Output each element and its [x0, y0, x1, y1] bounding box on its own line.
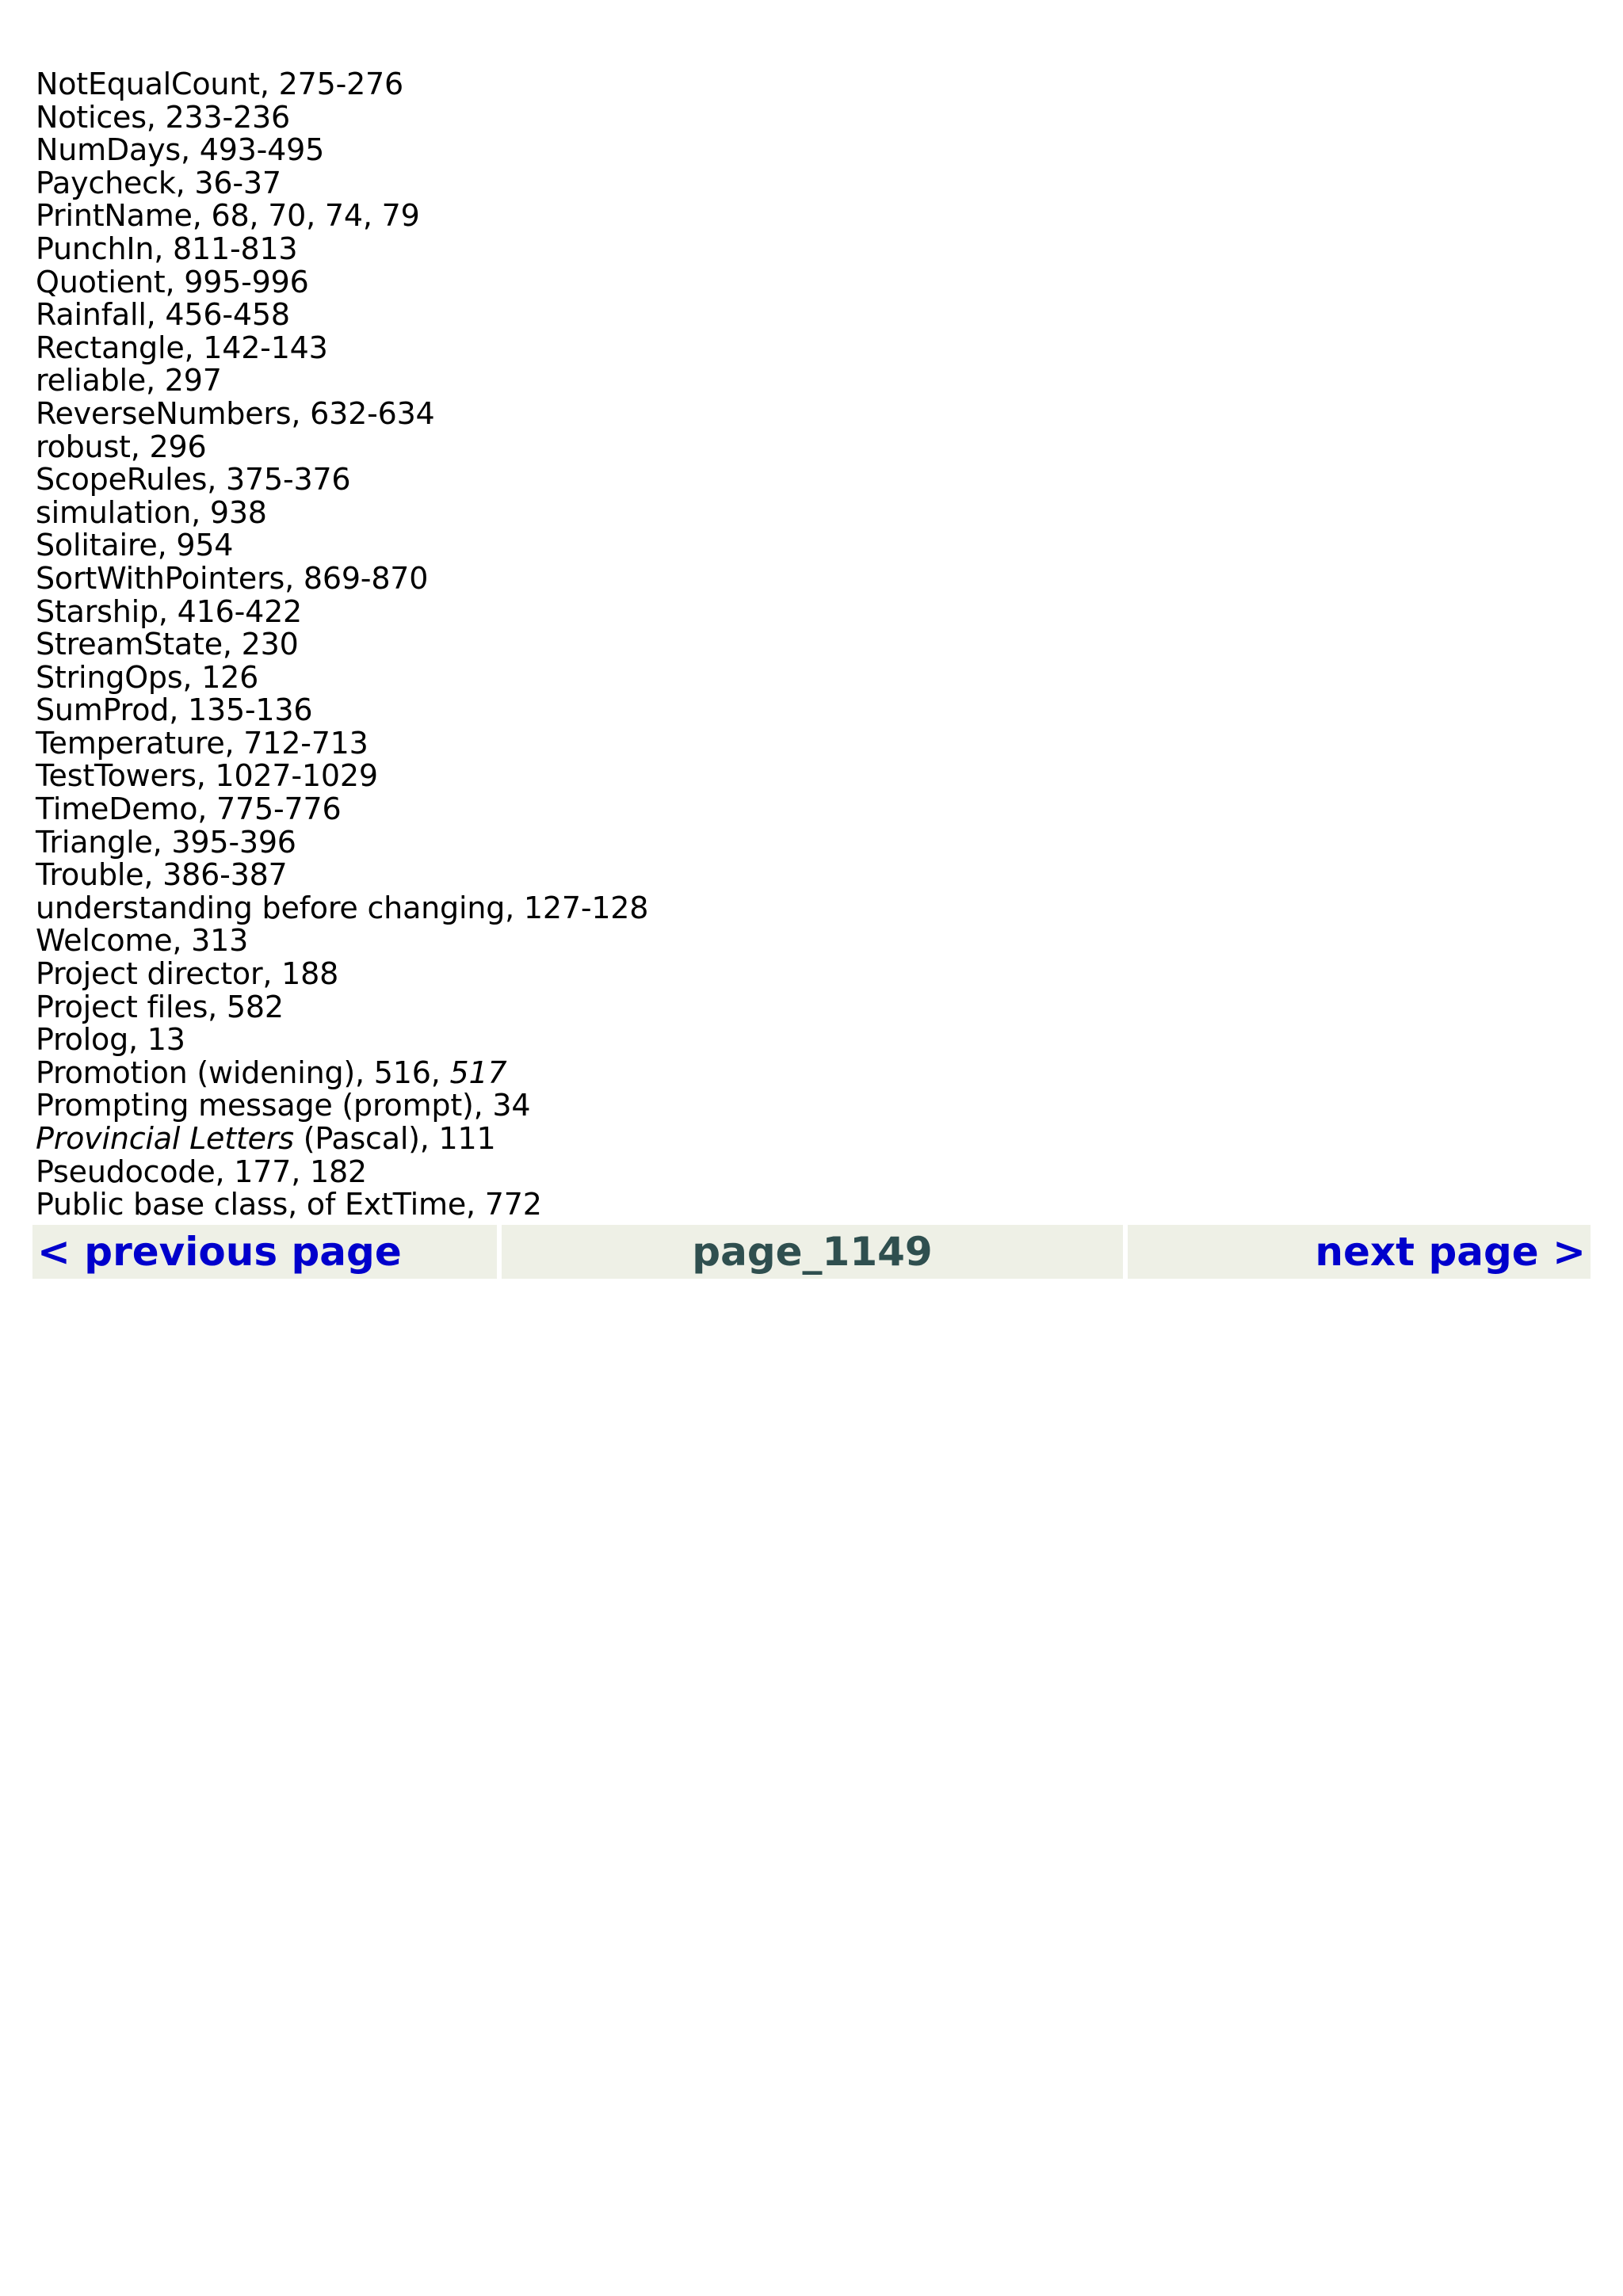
index-entry: Triangle, 395-396	[36, 824, 296, 860]
index-entry: Starship, 416-422	[36, 593, 303, 629]
index-entry-italic-title: Provincial Letters	[36, 1121, 294, 1156]
index-entry-text: (Pascal), 111	[293, 1121, 496, 1156]
index-entry-italic-page: 517	[449, 1055, 507, 1090]
index-entry: Welcome, 313	[36, 923, 249, 959]
index-entry: SumProd, 135-136	[36, 692, 313, 728]
index-entry: PrintName, 68, 70, 74, 79	[36, 198, 420, 234]
index-entry: StreamState, 230	[36, 627, 299, 662]
index-entry: Rainfall, 456-458	[36, 297, 290, 333]
index-entry: Paycheck, 36-37	[36, 165, 281, 200]
index-entry: NotEqualCount, 275-276	[36, 67, 404, 101]
index-entry: SortWithPointers, 869-870	[36, 560, 429, 596]
previous-page-cell	[32, 1225, 497, 1279]
index-entry: StringOps, 126	[36, 659, 259, 695]
index-entry: reliable, 297	[36, 363, 222, 399]
index-entry: Pseudocode, 177, 182	[36, 1154, 367, 1189]
index-entry: NumDays, 493-495	[36, 132, 325, 168]
index-entry	[36, 1123, 648, 1156]
index-entry-list	[36, 68, 648, 1222]
index-entry: Project files, 582	[36, 989, 284, 1024]
index-entry: Quotient, 995-996	[36, 264, 309, 299]
index-entry: Rectangle, 142-143	[36, 330, 328, 365]
index-entry: Trouble, 386-387	[36, 857, 288, 893]
next-page-link[interactable]: next page >	[1315, 1229, 1586, 1275]
index-entry: Prompting message (prompt), 34	[36, 1088, 531, 1123]
index-entry: Public base class, of ExtTime, 772	[36, 1187, 542, 1222]
index-entry-text: Promotion (widening), 516,	[36, 1055, 450, 1090]
page-number-cell	[502, 1225, 1123, 1279]
index-entry: robust, 296	[36, 429, 207, 464]
index-entry: ScopeRules, 375-376	[36, 462, 351, 498]
index-entry: TestTowers, 1027-1029	[36, 758, 378, 794]
index-entry: Notices, 233-236	[36, 99, 290, 135]
index-entry: ReverseNumbers, 632-634	[36, 395, 435, 431]
index-entry: understanding before changing, 127-128	[36, 890, 649, 925]
page-navigation-bar	[32, 1225, 1595, 1279]
index-entry: Project director, 188	[36, 956, 339, 992]
page-number-label: page_1149	[692, 1229, 933, 1275]
index-entry: Solitaire, 954	[36, 528, 234, 563]
index-entry: simulation, 938	[36, 494, 267, 530]
index-entry: PunchIn, 811-813	[36, 231, 298, 266]
index-entry: Temperature, 712-713	[36, 725, 369, 761]
index-entry	[36, 1057, 648, 1090]
previous-page-link[interactable]: < previous page	[37, 1229, 402, 1275]
next-page-cell	[1128, 1225, 1591, 1279]
index-entry: Prolog, 13	[36, 1022, 185, 1058]
index-entry: TimeDemo, 775-776	[36, 791, 342, 827]
